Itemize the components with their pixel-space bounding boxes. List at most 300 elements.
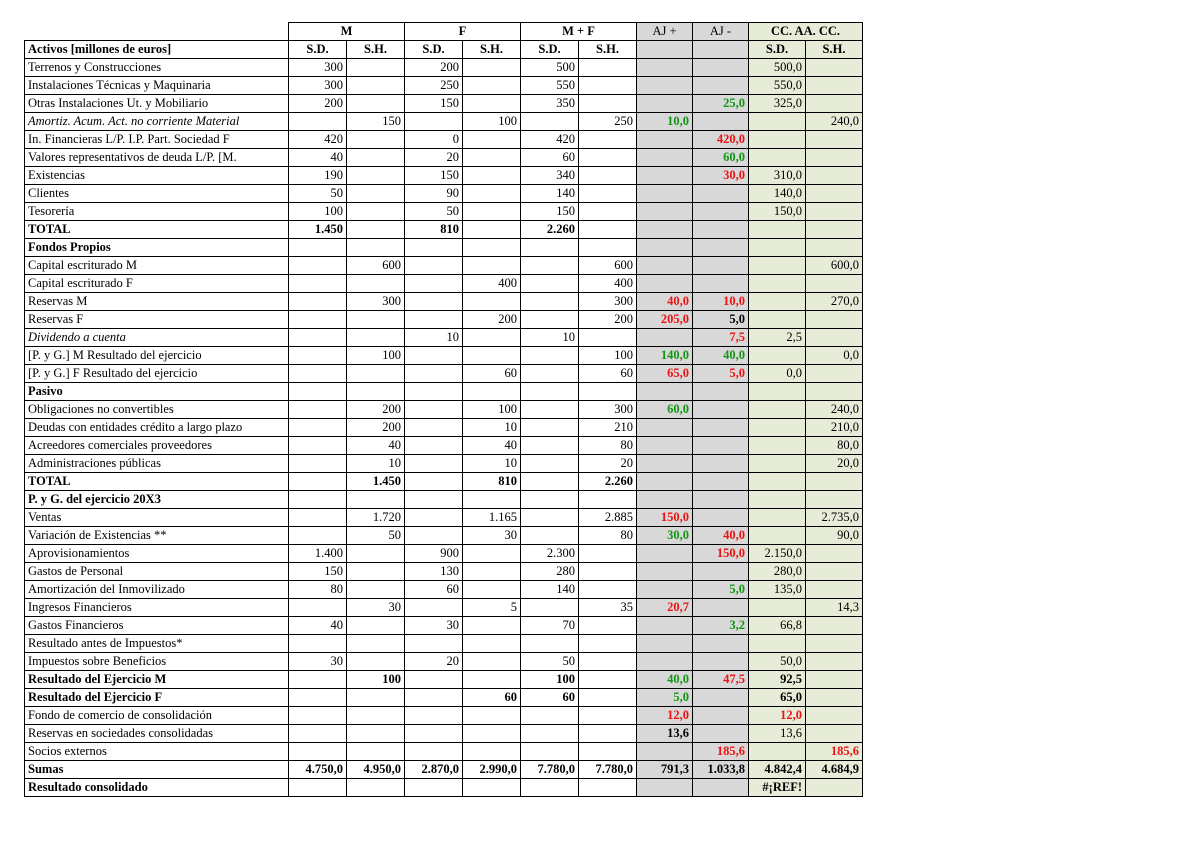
cell-m-sh — [347, 77, 405, 95]
cell-cc-sd — [749, 293, 806, 311]
cell-f-sh — [463, 239, 521, 257]
cell-cc-sh — [806, 275, 863, 293]
cell-mf-sh — [579, 563, 637, 581]
cell-cc-sd — [749, 221, 806, 239]
cell-mf-sd — [521, 293, 579, 311]
row-label: Resultado del Ejercicio M — [25, 671, 289, 689]
cell-m-sh: 200 — [347, 401, 405, 419]
cell-ajm — [693, 509, 749, 527]
cell-mf-sd: 280 — [521, 563, 579, 581]
cell-f-sd — [405, 383, 463, 401]
cell-f-sh — [463, 203, 521, 221]
cell-mf-sh — [579, 617, 637, 635]
cell-f-sh — [463, 167, 521, 185]
row-label: Tesorería — [25, 203, 289, 221]
row-label: Existencias — [25, 167, 289, 185]
table-row — [25, 527, 863, 545]
cell-mf-sd: 70 — [521, 617, 579, 635]
cell-m-sh: 150 — [347, 113, 405, 131]
cell-mf-sh: 400 — [579, 275, 637, 293]
cell-cc-sd: 150,0 — [749, 203, 806, 221]
cell-cc-sd: 12,0 — [749, 707, 806, 725]
cell-ajm: 5,0 — [693, 581, 749, 599]
cell-f-sd — [405, 347, 463, 365]
cell-m-sh — [347, 545, 405, 563]
cell-mf-sd — [521, 347, 579, 365]
cell-m-sd — [289, 311, 347, 329]
cell-mf-sd — [521, 509, 579, 527]
cell-cc-sd — [749, 401, 806, 419]
cell-cc-sh — [806, 779, 863, 797]
row-label: Resultado consolidado — [25, 779, 289, 797]
cell-m-sh — [347, 167, 405, 185]
f-sh-header: S.H. — [463, 41, 521, 59]
cell-m-sd — [289, 527, 347, 545]
table-row — [25, 275, 863, 293]
cell-m-sh — [347, 365, 405, 383]
cell-cc-sd: #¡REF! — [749, 779, 806, 797]
table-row — [25, 347, 863, 365]
cell-cc-sd: 325,0 — [749, 95, 806, 113]
cell-mf-sh — [579, 725, 637, 743]
cell-ajm — [693, 401, 749, 419]
cell-m-sd: 1.400 — [289, 545, 347, 563]
table-body — [25, 59, 863, 797]
cell-m-sd — [289, 419, 347, 437]
cell-f-sh — [463, 491, 521, 509]
table-row — [25, 329, 863, 347]
cell-ajm: 1.033,8 — [693, 761, 749, 779]
table-row — [25, 545, 863, 563]
table-row — [25, 635, 863, 653]
cell-mf-sh — [579, 185, 637, 203]
consolidation-worksheet — [24, 22, 863, 797]
cell-ajp — [637, 743, 693, 761]
cell-f-sd — [405, 509, 463, 527]
cell-f-sh: 1.165 — [463, 509, 521, 527]
cell-ajm: 185,6 — [693, 743, 749, 761]
cell-mf-sh: 35 — [579, 599, 637, 617]
cell-f-sd: 150 — [405, 95, 463, 113]
cell-f-sh — [463, 581, 521, 599]
cell-ajp — [637, 491, 693, 509]
cell-f-sd: 250 — [405, 77, 463, 95]
cell-ajm — [693, 455, 749, 473]
cell-m-sd — [289, 689, 347, 707]
table-row — [25, 365, 863, 383]
cell-m-sd — [289, 347, 347, 365]
cell-cc-sd: 4.842,4 — [749, 761, 806, 779]
cell-cc-sd — [749, 473, 806, 491]
cell-ajm: 25,0 — [693, 95, 749, 113]
table-row — [25, 113, 863, 131]
cell-ajp: 10,0 — [637, 113, 693, 131]
cell-ajp — [637, 419, 693, 437]
cell-mf-sd — [521, 275, 579, 293]
cell-mf-sd: 500 — [521, 59, 579, 77]
cell-mf-sh: 2.885 — [579, 509, 637, 527]
cell-f-sd: 60 — [405, 581, 463, 599]
cell-f-sd: 810 — [405, 221, 463, 239]
cell-m-sd — [289, 635, 347, 653]
cell-mf-sd: 420 — [521, 131, 579, 149]
cell-cc-sd — [749, 491, 806, 509]
cell-mf-sd: 140 — [521, 581, 579, 599]
cell-ajp — [637, 185, 693, 203]
cell-f-sh: 60 — [463, 689, 521, 707]
row-label: Sumas — [25, 761, 289, 779]
cell-f-sh — [463, 293, 521, 311]
cell-mf-sh — [579, 581, 637, 599]
cell-cc-sd — [749, 275, 806, 293]
cell-mf-sd — [521, 725, 579, 743]
row-label: Instalaciones Técnicas y Maquinaria — [25, 77, 289, 95]
cell-mf-sd: 2.300 — [521, 545, 579, 563]
cell-cc-sd: 500,0 — [749, 59, 806, 77]
cell-f-sh — [463, 347, 521, 365]
cell-ajm — [693, 599, 749, 617]
cell-f-sh — [463, 635, 521, 653]
cell-f-sh — [463, 149, 521, 167]
cell-cc-sd — [749, 257, 806, 275]
table-row — [25, 599, 863, 617]
cell-cc-sh: 4.684,9 — [806, 761, 863, 779]
cell-ajm: 10,0 — [693, 293, 749, 311]
cell-ajm — [693, 203, 749, 221]
cell-f-sd — [405, 311, 463, 329]
cell-mf-sd — [521, 257, 579, 275]
cell-ajm: 420,0 — [693, 131, 749, 149]
row-label: Fondo de comercio de consolidación — [25, 707, 289, 725]
cell-cc-sh: 210,0 — [806, 419, 863, 437]
cell-m-sh: 10 — [347, 455, 405, 473]
group-f-header: F — [405, 23, 521, 41]
cell-mf-sd — [521, 707, 579, 725]
row-label: Capital escriturado M — [25, 257, 289, 275]
cell-f-sh — [463, 743, 521, 761]
cell-mf-sh — [579, 167, 637, 185]
cell-f-sd — [405, 527, 463, 545]
cell-cc-sd: 2,5 — [749, 329, 806, 347]
table-row — [25, 419, 863, 437]
cell-m-sh — [347, 779, 405, 797]
cell-f-sd: 2.870,0 — [405, 761, 463, 779]
cell-mf-sh — [579, 149, 637, 167]
cell-ajm — [693, 725, 749, 743]
row-label: Otras Instalaciones Ut. y Mobiliario — [25, 95, 289, 113]
row-label: Ventas — [25, 509, 289, 527]
row-label: Resultado del Ejercicio F — [25, 689, 289, 707]
ajp-sub-header — [637, 41, 693, 59]
cell-f-sd: 150 — [405, 167, 463, 185]
cell-f-sd: 30 — [405, 617, 463, 635]
cell-ajp — [637, 581, 693, 599]
table-row — [25, 671, 863, 689]
cell-m-sh — [347, 491, 405, 509]
cell-mf-sh: 2.260 — [579, 473, 637, 491]
cell-cc-sh — [806, 329, 863, 347]
cell-m-sd: 150 — [289, 563, 347, 581]
cell-cc-sd — [749, 419, 806, 437]
cell-m-sh: 50 — [347, 527, 405, 545]
cell-ajp: 140,0 — [637, 347, 693, 365]
cell-mf-sd — [521, 401, 579, 419]
cell-ajp — [637, 779, 693, 797]
row-label: Ingresos Financieros — [25, 599, 289, 617]
cell-m-sh: 1.450 — [347, 473, 405, 491]
table-row — [25, 491, 863, 509]
row-label: Amortiz. Acum. Act. no corriente Material — [25, 113, 289, 131]
cell-ajp — [637, 545, 693, 563]
cell-f-sd: 90 — [405, 185, 463, 203]
cell-cc-sh: 600,0 — [806, 257, 863, 275]
cell-ajp — [637, 221, 693, 239]
cell-ajp — [637, 329, 693, 347]
cell-f-sh — [463, 329, 521, 347]
table-row — [25, 131, 863, 149]
cell-m-sd: 1.450 — [289, 221, 347, 239]
cell-ajm — [693, 779, 749, 797]
cell-f-sh — [463, 221, 521, 239]
cell-mf-sh — [579, 671, 637, 689]
cell-m-sh — [347, 383, 405, 401]
cell-cc-sh: 185,6 — [806, 743, 863, 761]
cell-mf-sd — [521, 491, 579, 509]
cell-f-sh — [463, 383, 521, 401]
row-label: Resultado antes de Impuestos* — [25, 635, 289, 653]
cell-cc-sd — [749, 527, 806, 545]
cell-f-sd: 900 — [405, 545, 463, 563]
cell-mf-sh: 300 — [579, 293, 637, 311]
row-label: TOTAL — [25, 221, 289, 239]
table-row — [25, 167, 863, 185]
cell-ajm: 60,0 — [693, 149, 749, 167]
table-row — [25, 581, 863, 599]
cell-cc-sd — [749, 455, 806, 473]
row-label: Reservas F — [25, 311, 289, 329]
cell-m-sd — [289, 779, 347, 797]
cell-cc-sh: 270,0 — [806, 293, 863, 311]
cell-cc-sh — [806, 167, 863, 185]
group-mf-header: M + F — [521, 23, 637, 41]
cell-ajm: 47,5 — [693, 671, 749, 689]
cell-f-sh — [463, 653, 521, 671]
sub-header-row — [25, 41, 863, 59]
cell-m-sd: 50 — [289, 185, 347, 203]
cell-m-sd: 80 — [289, 581, 347, 599]
row-label: Gastos de Personal — [25, 563, 289, 581]
cell-ajp — [637, 257, 693, 275]
cell-mf-sd — [521, 365, 579, 383]
cell-f-sh — [463, 707, 521, 725]
ajm-sub-header — [693, 41, 749, 59]
table-row — [25, 437, 863, 455]
table-row — [25, 563, 863, 581]
cell-f-sh: 2.990,0 — [463, 761, 521, 779]
cell-mf-sh — [579, 239, 637, 257]
row-label: Reservas M — [25, 293, 289, 311]
cell-cc-sd: 92,5 — [749, 671, 806, 689]
cell-f-sd — [405, 671, 463, 689]
cell-mf-sd: 140 — [521, 185, 579, 203]
cell-ajp — [637, 77, 693, 95]
cell-mf-sd — [521, 239, 579, 257]
cell-m-sh — [347, 203, 405, 221]
cc-sd-header: S.D. — [749, 41, 806, 59]
cell-cc-sd: 2.150,0 — [749, 545, 806, 563]
cell-f-sd — [405, 743, 463, 761]
cell-f-sd — [405, 707, 463, 725]
cell-cc-sd — [749, 311, 806, 329]
cell-f-sh — [463, 59, 521, 77]
cell-ajp — [637, 383, 693, 401]
cell-ajm — [693, 275, 749, 293]
cell-ajm: 150,0 — [693, 545, 749, 563]
cell-f-sh: 10 — [463, 419, 521, 437]
cell-m-sh: 200 — [347, 419, 405, 437]
cell-cc-sd — [749, 113, 806, 131]
cell-cc-sh — [806, 671, 863, 689]
cell-m-sh — [347, 635, 405, 653]
cell-ajm — [693, 185, 749, 203]
cell-m-sh — [347, 329, 405, 347]
cell-cc-sh — [806, 563, 863, 581]
cell-ajp: 65,0 — [637, 365, 693, 383]
table-row — [25, 509, 863, 527]
table-row — [25, 743, 863, 761]
row-label: Pasivo — [25, 383, 289, 401]
cell-mf-sh: 250 — [579, 113, 637, 131]
cell-m-sd — [289, 509, 347, 527]
cell-m-sh — [347, 689, 405, 707]
cell-f-sd — [405, 113, 463, 131]
row-label: Clientes — [25, 185, 289, 203]
cell-m-sh — [347, 185, 405, 203]
cell-ajp: 60,0 — [637, 401, 693, 419]
cell-cc-sh: 80,0 — [806, 437, 863, 455]
cell-ajm — [693, 689, 749, 707]
cell-ajm — [693, 437, 749, 455]
cell-cc-sd — [749, 239, 806, 257]
cell-mf-sh: 100 — [579, 347, 637, 365]
cell-cc-sd: 550,0 — [749, 77, 806, 95]
cell-m-sd — [289, 293, 347, 311]
cell-ajm — [693, 113, 749, 131]
cell-f-sh — [463, 725, 521, 743]
cell-m-sd — [289, 599, 347, 617]
row-label: Gastos Financieros — [25, 617, 289, 635]
cell-mf-sh — [579, 329, 637, 347]
row-label: Obligaciones no convertibles — [25, 401, 289, 419]
cell-cc-sh — [806, 617, 863, 635]
cell-f-sh: 810 — [463, 473, 521, 491]
row-label: Amortización del Inmovilizado — [25, 581, 289, 599]
cell-cc-sh — [806, 149, 863, 167]
cell-m-sd — [289, 437, 347, 455]
cell-mf-sh: 60 — [579, 365, 637, 383]
table-row — [25, 473, 863, 491]
cell-f-sh: 10 — [463, 455, 521, 473]
cell-ajm: 3,2 — [693, 617, 749, 635]
cell-m-sh: 1.720 — [347, 509, 405, 527]
table-row — [25, 401, 863, 419]
cell-mf-sd: 150 — [521, 203, 579, 221]
row-label: Capital escriturado F — [25, 275, 289, 293]
cell-m-sh — [347, 743, 405, 761]
mf-sh-header: S.H. — [579, 41, 637, 59]
cell-mf-sh: 300 — [579, 401, 637, 419]
cell-ajp — [637, 437, 693, 455]
cell-mf-sh — [579, 743, 637, 761]
cell-cc-sh — [806, 473, 863, 491]
cell-f-sd: 10 — [405, 329, 463, 347]
cell-f-sh — [463, 77, 521, 95]
cell-mf-sd: 60 — [521, 149, 579, 167]
cell-ajp: 20,7 — [637, 599, 693, 617]
cell-cc-sh — [806, 545, 863, 563]
cell-m-sd — [289, 473, 347, 491]
cell-cc-sd — [749, 743, 806, 761]
cell-mf-sd — [521, 455, 579, 473]
cell-f-sd — [405, 779, 463, 797]
cell-f-sd — [405, 635, 463, 653]
cell-cc-sh: 240,0 — [806, 401, 863, 419]
cell-cc-sh — [806, 59, 863, 77]
cell-mf-sd: 60 — [521, 689, 579, 707]
cell-f-sh: 400 — [463, 275, 521, 293]
cell-mf-sd: 50 — [521, 653, 579, 671]
cell-m-sh: 100 — [347, 671, 405, 689]
cell-ajm — [693, 491, 749, 509]
cell-f-sd — [405, 599, 463, 617]
table-row — [25, 95, 863, 113]
row-label: Fondos Propios — [25, 239, 289, 257]
cell-f-sh — [463, 563, 521, 581]
cell-m-sd: 40 — [289, 149, 347, 167]
cell-mf-sd: 550 — [521, 77, 579, 95]
cell-ajp — [637, 149, 693, 167]
cell-cc-sh — [806, 131, 863, 149]
cell-f-sd — [405, 401, 463, 419]
cell-cc-sd: 280,0 — [749, 563, 806, 581]
cell-mf-sh — [579, 545, 637, 563]
cell-f-sh — [463, 671, 521, 689]
cell-mf-sh — [579, 203, 637, 221]
table-row — [25, 617, 863, 635]
table-row — [25, 239, 863, 257]
cell-f-sd — [405, 419, 463, 437]
cell-m-sd — [289, 113, 347, 131]
cell-m-sh — [347, 581, 405, 599]
cell-cc-sh — [806, 95, 863, 113]
cell-f-sh: 40 — [463, 437, 521, 455]
row-label: Deudas con entidades crédito a largo plazo — [25, 419, 289, 437]
cell-mf-sd — [521, 779, 579, 797]
cell-m-sd — [289, 365, 347, 383]
cell-m-sd: 200 — [289, 95, 347, 113]
row-label: TOTAL — [25, 473, 289, 491]
row-label: [P. y G.] F Resultado del ejercicio — [25, 365, 289, 383]
cell-m-sh — [347, 311, 405, 329]
table-row — [25, 203, 863, 221]
cell-m-sh — [347, 653, 405, 671]
cell-m-sd: 300 — [289, 59, 347, 77]
table-row — [25, 59, 863, 77]
cell-ajm — [693, 77, 749, 95]
cell-m-sh — [347, 707, 405, 725]
cell-ajp: 791,3 — [637, 761, 693, 779]
cell-ajm — [693, 257, 749, 275]
